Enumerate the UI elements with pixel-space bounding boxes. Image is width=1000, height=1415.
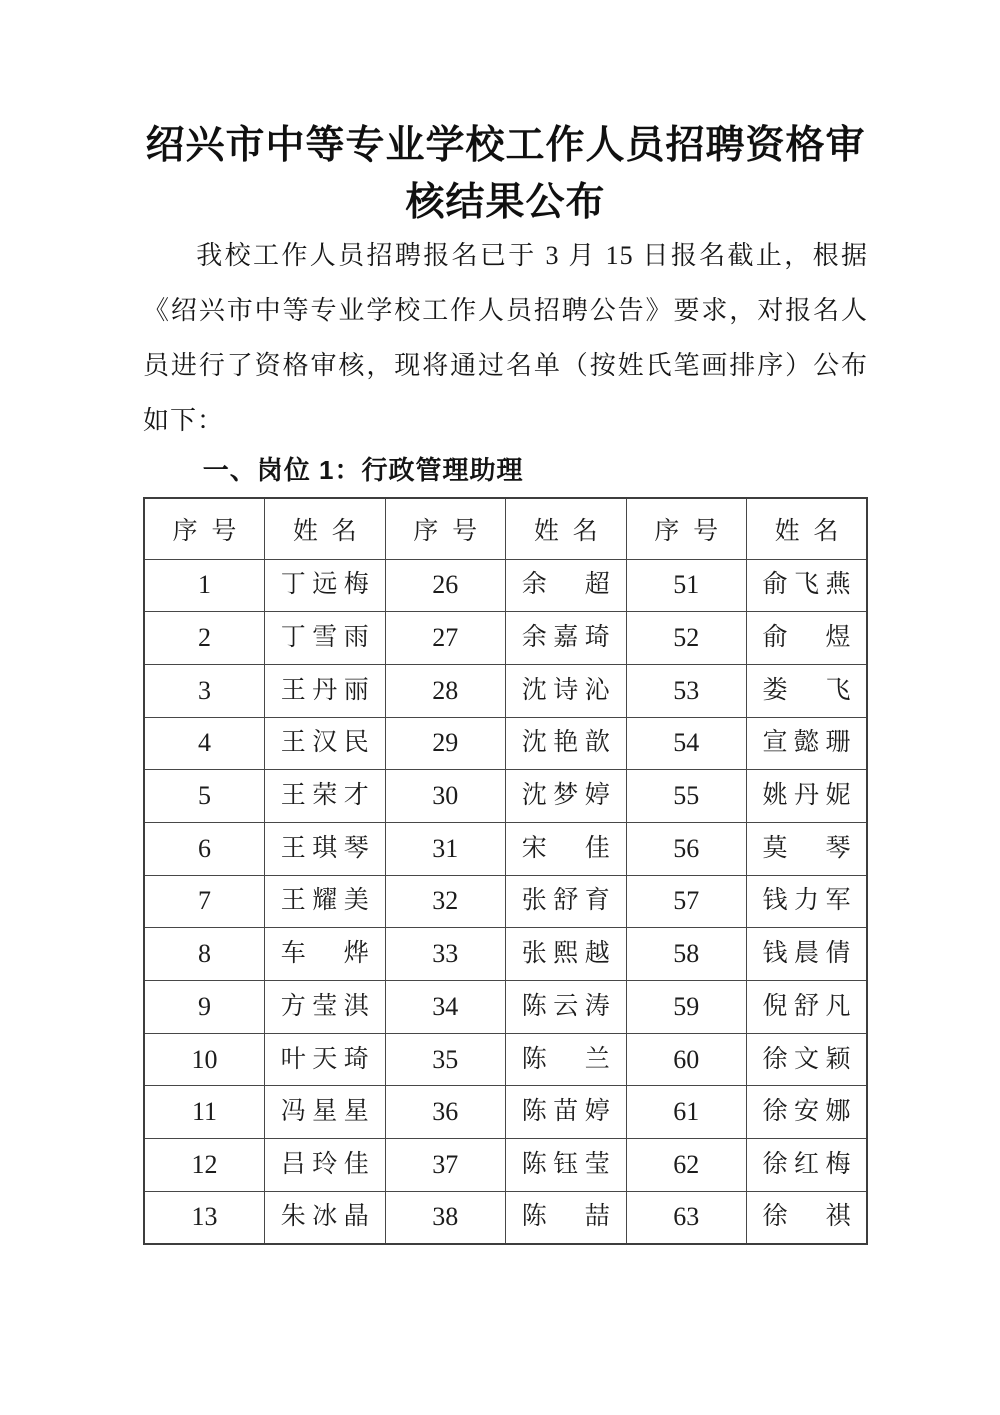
- table-row: [144, 928, 867, 981]
- seq-cell: 9: [144, 981, 265, 1034]
- seq-cell: 38: [385, 1191, 506, 1244]
- title-line-1: 绍兴市中等专业学校工作人员招聘资格审: [145, 124, 866, 167]
- name-cell: 沈梦婷: [506, 770, 627, 823]
- name-cell: 方莹淇: [265, 981, 386, 1034]
- table-row: [144, 822, 867, 875]
- seq-cell: 11: [144, 1086, 265, 1139]
- table-row: [144, 559, 867, 612]
- document-page: [143, 0, 868, 1245]
- title-line-2: 核结果公布: [405, 181, 606, 224]
- seq-cell: 13: [144, 1191, 265, 1244]
- seq-cell: 58: [626, 928, 747, 981]
- seq-cell: 27: [385, 612, 506, 665]
- name-cell: 沈艳歆: [506, 717, 627, 770]
- intro-line-3: 员进行了资格审核，现将通过名单（按姓氏笔画排序）公布: [143, 351, 868, 380]
- name-cell: 陈钰莹: [506, 1139, 627, 1192]
- seq-cell: 34: [385, 981, 506, 1034]
- name-cell: 车烨: [265, 928, 386, 981]
- table-row: [144, 770, 867, 823]
- name-cell: 王丹丽: [265, 664, 386, 717]
- seq-cell: 60: [626, 1033, 747, 1086]
- table-row: [144, 875, 867, 928]
- table-body: [144, 559, 867, 1244]
- intro-line-1: 我校工作人员招聘报名已于 3 月 15 日报名截止，根据: [196, 241, 868, 270]
- seq-cell: 1: [144, 559, 265, 612]
- seq-cell: 55: [626, 770, 747, 823]
- seq-cell: 3: [144, 664, 265, 717]
- table-row: [144, 664, 867, 717]
- table-header-row: [144, 498, 867, 559]
- applicants-table: [143, 497, 868, 1245]
- name-cell: 宋佳: [506, 822, 627, 875]
- name-cell: 陈喆: [506, 1191, 627, 1244]
- table-row: [144, 1191, 867, 1244]
- header-name-2: 姓名: [506, 498, 627, 559]
- table-row: [144, 612, 867, 665]
- intro-paragraph: [143, 228, 868, 448]
- seq-cell: 5: [144, 770, 265, 823]
- table-row: [144, 1086, 867, 1139]
- table-row: [144, 1139, 867, 1192]
- name-cell: 娄飞: [747, 664, 868, 717]
- seq-cell: 10: [144, 1033, 265, 1086]
- header-seq-3: 序号: [626, 498, 747, 559]
- seq-cell: 56: [626, 822, 747, 875]
- seq-cell: 36: [385, 1086, 506, 1139]
- seq-cell: 33: [385, 928, 506, 981]
- seq-cell: 29: [385, 717, 506, 770]
- name-cell: 徐安娜: [747, 1086, 868, 1139]
- name-cell: 叶天琦: [265, 1033, 386, 1086]
- name-cell: 钱力军: [747, 875, 868, 928]
- header-name-3: 姓名: [747, 498, 868, 559]
- seq-cell: 6: [144, 822, 265, 875]
- name-cell: 钱晨倩: [747, 928, 868, 981]
- header-seq-1: 序号: [144, 498, 265, 559]
- seq-cell: 8: [144, 928, 265, 981]
- name-cell: 倪舒凡: [747, 981, 868, 1034]
- intro-line-2: 《绍兴市中等专业学校工作人员招聘公告》要求，对报名人: [143, 296, 868, 325]
- name-cell: 丁远梅: [265, 559, 386, 612]
- seq-cell: 2: [144, 612, 265, 665]
- intro-line-4: 如下：: [143, 406, 225, 435]
- name-cell: 张熙越: [506, 928, 627, 981]
- seq-cell: 53: [626, 664, 747, 717]
- seq-cell: 57: [626, 875, 747, 928]
- name-cell: 王耀美: [265, 875, 386, 928]
- name-cell: 吕玲佳: [265, 1139, 386, 1192]
- name-cell: 王荣才: [265, 770, 386, 823]
- name-cell: 宣懿珊: [747, 717, 868, 770]
- header-seq-2: 序号: [385, 498, 506, 559]
- name-cell: 张舒育: [506, 875, 627, 928]
- name-cell: 王汉民: [265, 717, 386, 770]
- header-name-1: 姓名: [265, 498, 386, 559]
- name-cell: 沈诗沁: [506, 664, 627, 717]
- name-cell: 姚丹妮: [747, 770, 868, 823]
- seq-cell: 63: [626, 1191, 747, 1244]
- name-cell: 余嘉琦: [506, 612, 627, 665]
- name-cell: 王琪琴: [265, 822, 386, 875]
- seq-cell: 62: [626, 1139, 747, 1192]
- name-cell: 俞煜: [747, 612, 868, 665]
- seq-cell: 37: [385, 1139, 506, 1192]
- seq-cell: 28: [385, 664, 506, 717]
- seq-cell: 30: [385, 770, 506, 823]
- name-cell: 余超: [506, 559, 627, 612]
- seq-cell: 51: [626, 559, 747, 612]
- name-cell: 陈苗婷: [506, 1086, 627, 1139]
- seq-cell: 59: [626, 981, 747, 1034]
- table-row: [144, 981, 867, 1034]
- seq-cell: 7: [144, 875, 265, 928]
- seq-cell: 31: [385, 822, 506, 875]
- section-heading: 一、岗位 1：行政管理助理: [202, 455, 524, 485]
- seq-cell: 61: [626, 1086, 747, 1139]
- seq-cell: 26: [385, 559, 506, 612]
- name-cell: 朱冰晶: [265, 1191, 386, 1244]
- name-cell: 陈云涛: [506, 981, 627, 1034]
- name-cell: 俞飞燕: [747, 559, 868, 612]
- name-cell: 徐红梅: [747, 1139, 868, 1192]
- name-cell: 冯星星: [265, 1086, 386, 1139]
- seq-cell: 54: [626, 717, 747, 770]
- name-cell: 莫琴: [747, 822, 868, 875]
- document-title: [143, 0, 868, 231]
- name-cell: 陈兰: [506, 1033, 627, 1086]
- table-row: [144, 1033, 867, 1086]
- name-cell: 徐文颖: [747, 1033, 868, 1086]
- seq-cell: 12: [144, 1139, 265, 1192]
- seq-cell: 35: [385, 1033, 506, 1086]
- name-cell: 徐祺: [747, 1191, 868, 1244]
- table-row: [144, 717, 867, 770]
- seq-cell: 52: [626, 612, 747, 665]
- seq-cell: 4: [144, 717, 265, 770]
- name-cell: 丁雪雨: [265, 612, 386, 665]
- seq-cell: 32: [385, 875, 506, 928]
